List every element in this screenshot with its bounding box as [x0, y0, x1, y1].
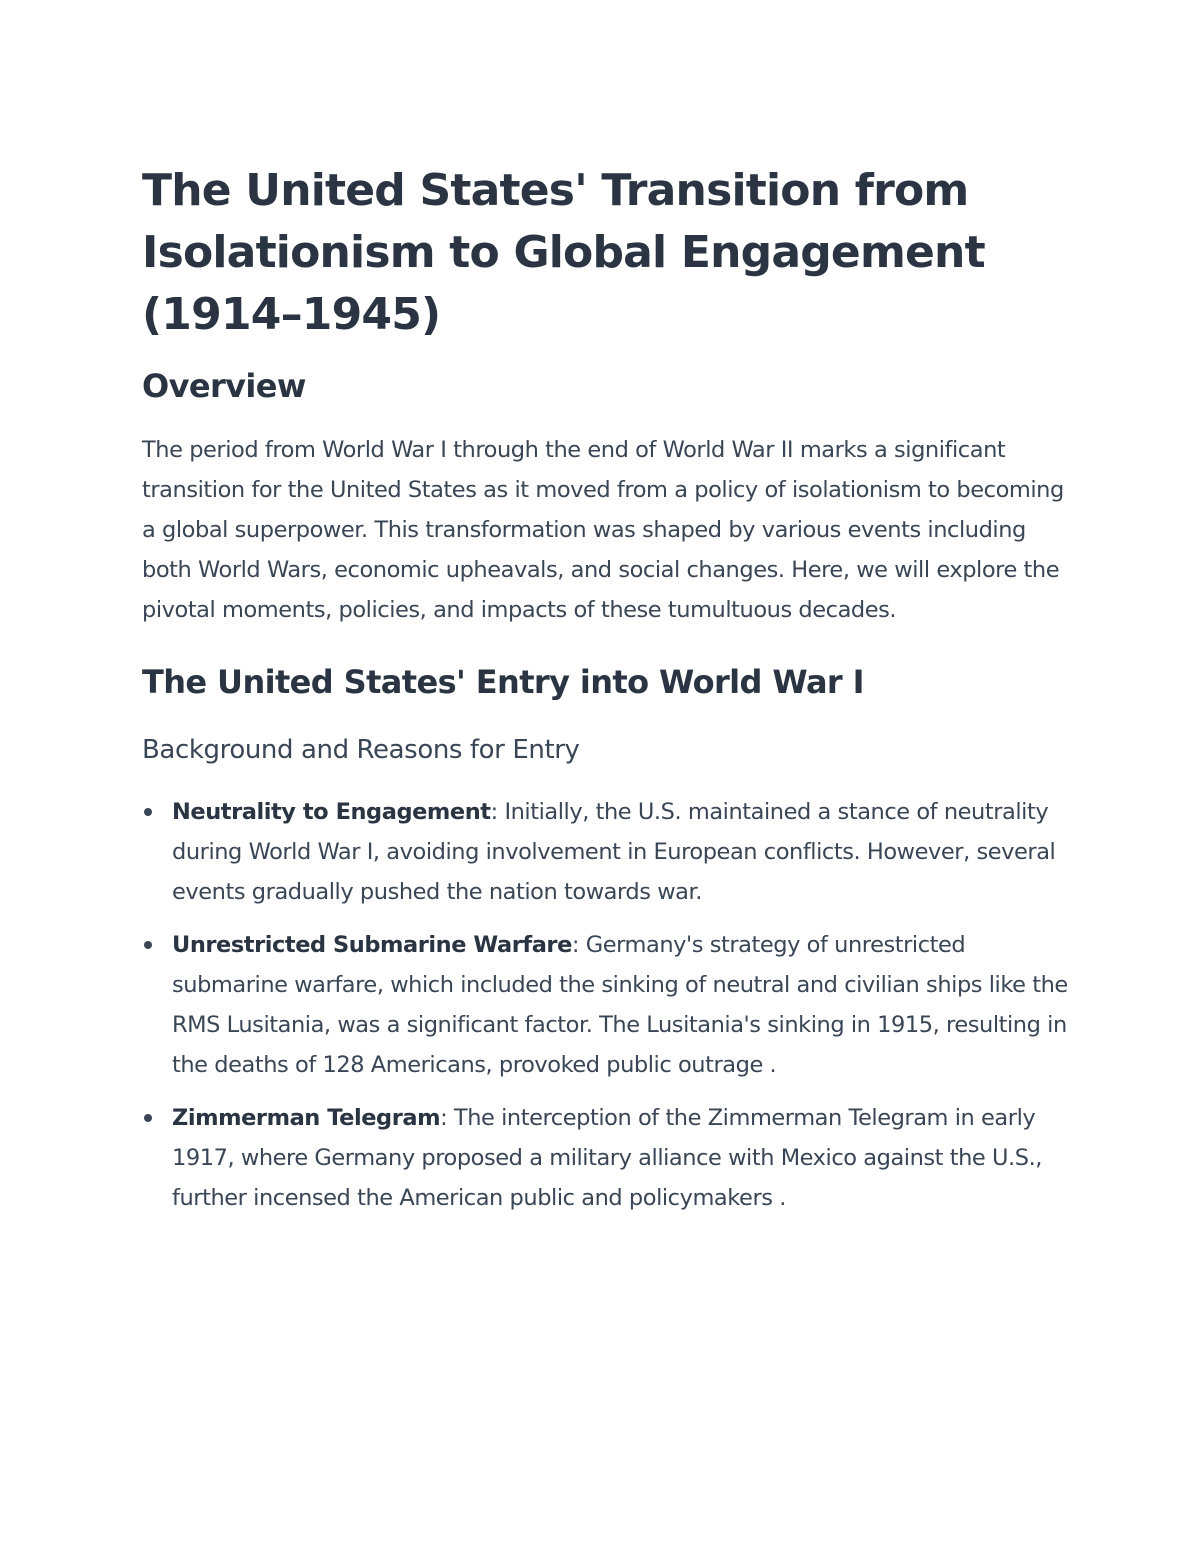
overview-paragraph: The period from World War I through the end of World War II marks a significant transition for the United States as it moved from a policy of isolationism to becoming a global superpower. This transformation was shaped by various events including both World Wars, economic upheavals, and social changes. Here, we will explore the pivotal moments, policies, and impacts of these tumultuous decades. [142, 437, 1064, 623]
reasons-bullet-list [142, 792, 1072, 1218]
list-item [142, 1098, 1072, 1218]
bullet-term: Unrestricted Submarine Warfare [172, 932, 572, 958]
bullet-text: Germany's strategy of unrestricted submarine warfare, which included the sinking of neutral and civilian ships like the RMS Lusitania, was a significant factor. The Lusitania's sinking in 1915, resulting in the deaths of 128 Americans, provoked public outrage . [172, 932, 1068, 1078]
bullet-separator: : [490, 799, 505, 825]
document-page [142, 160, 1072, 1231]
bullet-text: Initially, the U.S. maintained a stance of neutrality during World War I, avoiding involvement in European conflicts. However, several events gradually pushed the nation towards war. [172, 799, 1056, 905]
bullet-term: Zimmerman Telegram [172, 1105, 441, 1131]
list-item [142, 925, 1072, 1085]
bullet-dot-icon [144, 1114, 152, 1122]
background-subheading: Background and Reasons for Entry [142, 735, 580, 765]
bullet-separator: : [571, 932, 586, 958]
bullet-dot-icon [144, 808, 152, 816]
bullet-separator: : [440, 1105, 454, 1131]
overview-heading: Overview [142, 367, 306, 405]
bullet-term: Neutrality to Engagement [172, 799, 491, 825]
list-item [142, 792, 1072, 912]
document-title: The United States' Transition from Isolationism to Global Engagement (1914–1945) [142, 165, 985, 340]
bullet-dot-icon [144, 941, 152, 949]
ww1-entry-heading: The United States' Entry into World War I [142, 663, 864, 701]
bullet-text: The interception of the Zimmerman Telegram in early 1917, where Germany proposed a military alliance with Mexico against the U.S., further incensed the American public and policymakers . [172, 1105, 1042, 1211]
